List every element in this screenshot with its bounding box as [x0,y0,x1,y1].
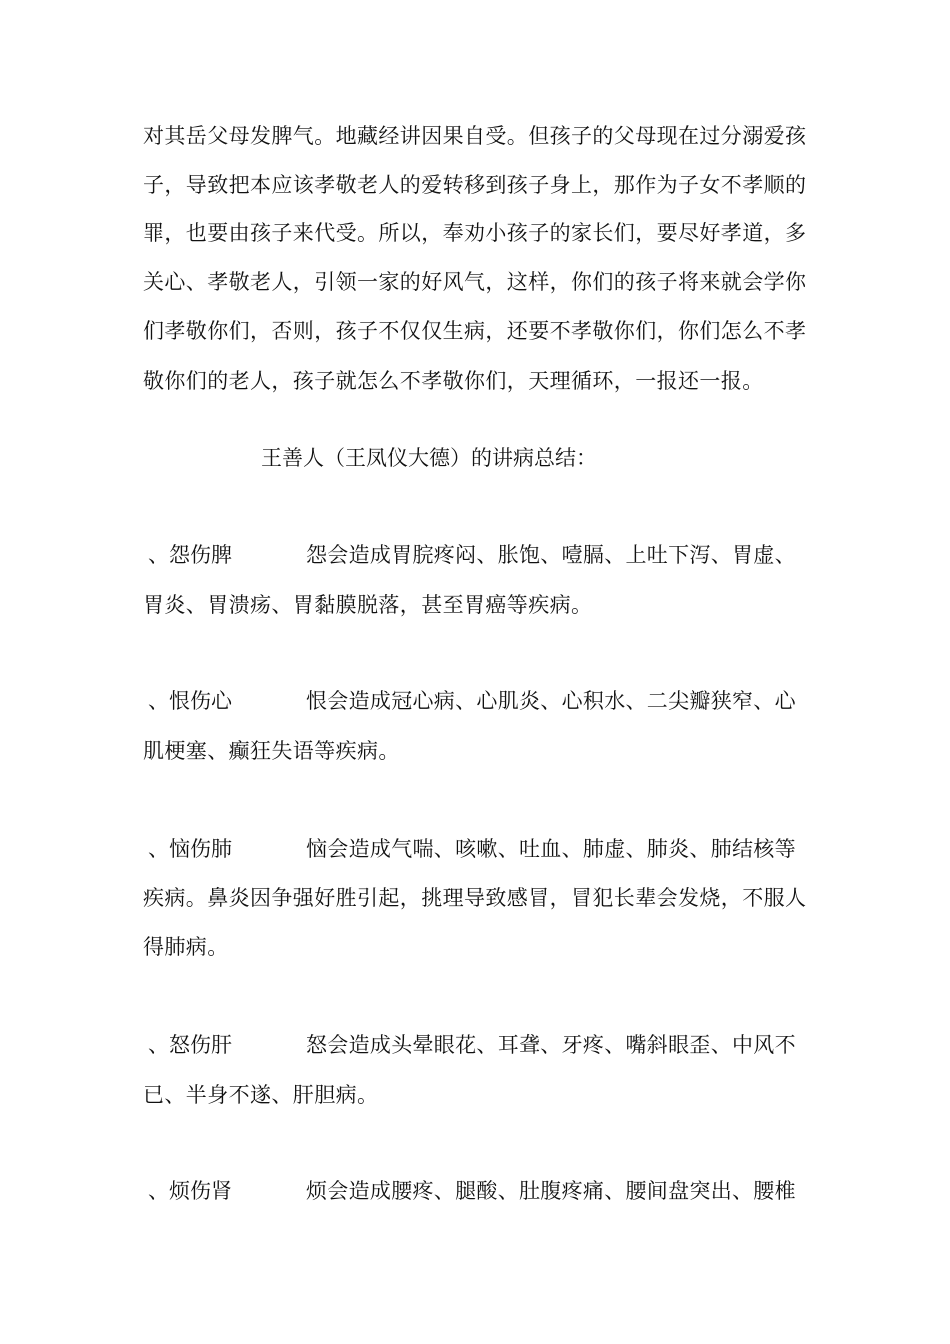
item-text: 恨会造成冠心病、心肌炎、心积水、二尖瓣狭窄、心 [306,689,796,713]
item-label: 、怨伤脾 [148,543,232,567]
item-text: 烦会造成腰疼、腿酸、肚腹疼痛、腰间盘突出、腰椎 [306,1179,796,1203]
paragraph-line: 对其岳父母发脾气。地藏经讲因果自受。但孩子的父母现在过分溺爱孩 [143,124,807,148]
item-text: 胃炎、胃溃疡、胃黏膜脱落，甚至胃癌等疾病。 [143,593,593,617]
paragraph-line: 敬你们的老人，孩子就怎么不孝敬你们，天理循环，一报还一报。 [143,369,764,393]
item-text: 恼会造成气喘、咳嗽、吐血、肺虚、肺炎、肺结核等 [306,837,796,861]
paragraph-line: 子，导致把本应该孝敬老人的爱转移到孩子身上，那作为子女不孝顺的 [143,173,807,197]
item-label: 、恨伤心 [148,689,232,713]
item-label: 、怒伤肝 [148,1033,232,1057]
paragraph-line: 罪，也要由孩子来代受。所以，奉劝小孩子的家长们，要尽好孝道，多 [143,221,807,245]
section-heading: 王善人（王凤仪大德）的讲病总结： [261,446,597,470]
item-text: 已、半身不遂、肝胆病。 [143,1083,379,1107]
item-label: 、烦伤肾 [148,1179,232,1203]
item-text: 怨会造成胃脘疼闷、胀饱、噎膈、上吐下泻、胃虚、 [306,543,796,567]
paragraph-line: 们孝敬你们，否则，孩子不仅仅生病，还要不孝敬你们，你们怎么不孝 [143,319,807,343]
paragraph-line: 关心、孝敬老人，引领一家的好风气，这样，你们的孩子将来就会学你 [143,270,807,294]
item-text: 肌梗塞、癫狂失语等疾病。 [143,739,400,763]
item-label: 、恼伤肺 [148,837,232,861]
item-text: 怒会造成头晕眼花、耳聋、牙疼、嘴斜眼歪、中风不 [306,1033,796,1057]
item-text: 得肺病。 [143,935,229,959]
item-text: 疾病。鼻炎因争强好胜引起，挑理导致感冒，冒犯长辈会发烧，不服人 [143,886,807,910]
